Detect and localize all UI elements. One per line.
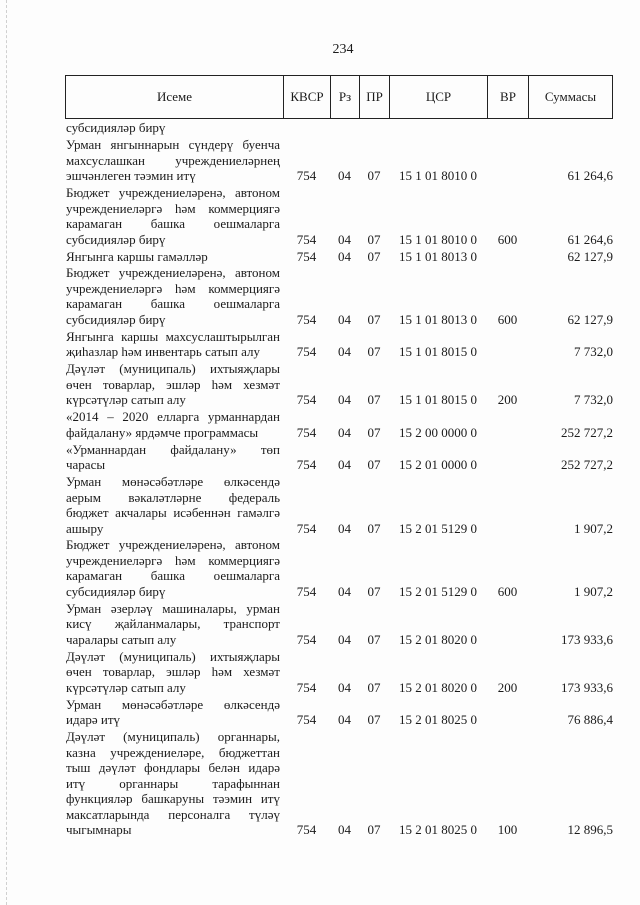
row-rz-cell: 04 <box>338 424 351 440</box>
row-name-cell <box>65 537 283 599</box>
row-name-line: аерым вәкаләтләрне федераль <box>66 489 280 505</box>
row-pr-cell: 07 <box>367 392 381 408</box>
table-row <box>65 185 613 247</box>
row-csr-cell: 15 1 01 8015 0 <box>399 344 477 360</box>
row-name-cell <box>65 601 283 648</box>
row-kvsr-cell: 754 <box>296 822 317 838</box>
row-name-cell <box>65 265 283 327</box>
row-name-line: учреждениеләргә һәм коммерциягә <box>66 552 280 568</box>
row-name-line: карамаган башка оешмаларга <box>66 568 280 584</box>
row-rz-cell: 04 <box>338 311 351 327</box>
row-rz-cell: 04 <box>338 712 351 728</box>
row-sum-cell: 61 264,6 <box>567 231 613 247</box>
row-name-line: Урман янгыннарын сүндерү буенча <box>66 137 280 153</box>
row-csr-cell: 15 2 01 8025 0 <box>399 712 477 728</box>
row-pr-cell: 07 <box>367 712 381 728</box>
row-kvsr-cell: 754 <box>296 457 317 473</box>
row-name-line: күрсәтүләр сатып алу <box>66 679 186 695</box>
row-name-cell <box>65 120 283 136</box>
page-number: 234 <box>332 42 354 57</box>
header-sum-cell: Суммасы <box>528 76 612 118</box>
header-name-cell: Исеме <box>156 89 193 104</box>
row-kvsr-cell: 754 <box>296 583 317 599</box>
row-name-line: Дәүләт (муниципаль) ихтыяҗлары <box>66 361 280 377</box>
row-name-cell <box>65 185 283 247</box>
row-sum-cell: 173 933,6 <box>561 679 613 695</box>
row-rz-cell: 04 <box>338 631 351 647</box>
table-row <box>65 601 613 648</box>
row-name-cell <box>65 649 283 696</box>
row-name-cell <box>65 137 283 184</box>
table-row <box>65 729 613 838</box>
row-name-cell <box>65 729 283 838</box>
row-name-line: чаралары сатып алу <box>66 631 177 647</box>
row-pr-cell: 07 <box>367 231 381 247</box>
row-name-cell <box>65 361 283 408</box>
row-rz-cell: 04 <box>338 583 351 599</box>
row-csr-cell: 15 2 01 8020 0 <box>399 679 477 695</box>
row-csr-cell: 15 1 01 8010 0 <box>399 168 477 184</box>
row-name-line: Урман мөнәсәбәтләре өлкәсендә <box>66 474 280 490</box>
row-name-cell <box>65 442 283 473</box>
row-name-line: карамаган башка оешмаларга <box>66 216 280 232</box>
row-kvsr-cell: 754 <box>296 712 317 728</box>
row-rz-cell: 04 <box>338 168 351 184</box>
row-name-line: кисү җайланмалары, транспорт <box>66 616 280 632</box>
row-name-line: җиһазлар һәм инвентарь сатып алу <box>66 344 260 360</box>
header-kvsr-cell: КВСР <box>283 76 330 118</box>
row-name-line: Урман мөнәсәбәтләре өлкәсендә <box>66 696 280 712</box>
row-name-line: бюджет акчалары исәбеннән гамәлгә <box>66 505 280 521</box>
row-rz-cell: 04 <box>338 392 351 408</box>
row-name-cell <box>65 474 283 536</box>
table-row <box>65 442 613 473</box>
row-sum-cell: 7 732,0 <box>574 344 613 360</box>
header-csr-cell: ЦСР <box>389 76 487 118</box>
row-name-line: «Урманнардан файдалану» төп <box>66 441 280 457</box>
row-name-line: субсидияләр бирү <box>66 231 166 247</box>
row-name-line: Янгынга каршы гамәлләр <box>66 248 208 264</box>
table-row <box>65 361 613 408</box>
row-pr-cell: 07 <box>367 583 381 599</box>
row-csr-cell: 15 2 01 5129 0 <box>399 520 477 536</box>
row-csr-cell: 15 2 01 8020 0 <box>399 631 477 647</box>
row-sum-cell: 76 886,4 <box>567 712 613 728</box>
row-name-line: күрсәтүләр сатып алу <box>66 392 186 408</box>
row-pr-cell: 07 <box>367 311 381 327</box>
table-header <box>65 75 613 119</box>
row-name-line: Бюджет учреждениеләренә, автоном <box>66 185 280 201</box>
row-rz-cell: 04 <box>338 520 351 536</box>
table-row <box>65 120 613 136</box>
row-name-line: учреждениеләргә һәм коммерциягә <box>66 280 280 296</box>
header-pr-cell: ПР <box>359 76 389 118</box>
row-name-line: чыгымнары <box>66 822 132 838</box>
row-name-line: өчен товарлар, эшләр һәм хезмәт <box>66 376 280 392</box>
row-sum-cell: 12 896,5 <box>567 822 613 838</box>
row-kvsr-cell: 754 <box>296 248 317 264</box>
row-sum-cell: 252 727,2 <box>561 457 613 473</box>
row-csr-cell: 15 2 01 8025 0 <box>399 822 477 838</box>
row-sum-cell: 173 933,6 <box>561 631 613 647</box>
row-csr-cell: 15 1 01 8015 0 <box>399 392 477 408</box>
table-row <box>65 474 613 536</box>
row-rz-cell: 04 <box>338 679 351 695</box>
table-row <box>65 137 613 184</box>
row-pr-cell: 07 <box>367 344 381 360</box>
row-name-line: тыш дәүләт фондлары белән идарә <box>66 760 280 776</box>
row-name-line: итү органнары тарафыннан <box>66 775 280 791</box>
row-sum-cell: 62 127,9 <box>567 311 613 327</box>
table-row <box>65 265 613 327</box>
row-sum-cell: 1 907,2 <box>574 520 613 536</box>
row-name-line: Янгынга каршы махсуслаштырылган <box>66 328 280 344</box>
row-name-line: «2014 – 2020 елларга урманнардан <box>66 409 280 425</box>
row-sum-cell: 61 264,6 <box>567 168 613 184</box>
row-pr-cell: 07 <box>367 168 381 184</box>
row-vr-cell: 100 <box>497 822 518 838</box>
table-row <box>65 697 613 728</box>
row-name-line: файдалану» ярдәмче программасы <box>66 424 259 440</box>
row-rz-cell: 04 <box>338 248 351 264</box>
row-name-line: казна учреждениеләре, бюджеттан <box>66 744 280 760</box>
row-pr-cell: 07 <box>367 822 381 838</box>
row-vr-cell: 200 <box>497 679 518 695</box>
row-name-line: ашыру <box>66 520 104 536</box>
header-rz-cell: Рз <box>330 76 359 118</box>
row-name-line: эшчәнлеген тәэмин итү <box>66 168 196 184</box>
row-rz-cell: 04 <box>338 344 351 360</box>
row-kvsr-cell: 754 <box>296 231 317 247</box>
row-name-line: Бюджет учреждениеләренә, автоном <box>66 537 280 553</box>
row-name-line: өчен товарлар, эшләр һәм хезмәт <box>66 664 280 680</box>
row-name-line: чарасы <box>66 457 106 473</box>
row-csr-cell: 15 1 01 8013 0 <box>399 248 477 264</box>
row-kvsr-cell: 754 <box>296 520 317 536</box>
row-csr-cell: 15 2 00 0000 0 <box>399 424 477 440</box>
row-name-line: идарә итү <box>66 712 120 728</box>
header-vr-cell: ВР <box>487 76 528 118</box>
row-vr-cell: 600 <box>497 583 518 599</box>
row-name-line: учреждениеләргә һәм коммерциягә <box>66 200 280 216</box>
row-kvsr-cell: 754 <box>296 679 317 695</box>
row-sum-cell: 62 127,9 <box>567 248 613 264</box>
row-name-line: Дәүләт (муниципаль) органнары, <box>66 729 280 745</box>
row-kvsr-cell: 754 <box>296 344 317 360</box>
row-pr-cell: 07 <box>367 424 381 440</box>
row-name-line: субсидияләр бирү <box>66 583 166 599</box>
row-csr-cell: 15 2 01 5129 0 <box>399 583 477 599</box>
row-sum-cell: 7 732,0 <box>574 392 613 408</box>
row-pr-cell: 07 <box>367 457 381 473</box>
table-row <box>65 329 613 360</box>
row-name-line: Дәүләт (муниципаль) ихтыяҗлары <box>66 648 280 664</box>
row-name-cell <box>65 249 283 265</box>
row-vr-cell: 200 <box>497 392 518 408</box>
row-name-line: Бюджет учреждениеләренә, автоном <box>66 265 280 281</box>
scan-margin-line <box>6 0 7 905</box>
row-rz-cell: 04 <box>338 822 351 838</box>
row-csr-cell: 15 1 01 8010 0 <box>399 231 477 247</box>
row-kvsr-cell: 754 <box>296 424 317 440</box>
row-csr-cell: 15 2 01 0000 0 <box>399 457 477 473</box>
row-name-line: махсуслашкан учреждениеләрнең <box>66 152 280 168</box>
table-row <box>65 537 613 599</box>
row-name-line: субсидияләр бирү <box>66 120 166 136</box>
table-row <box>65 649 613 696</box>
row-pr-cell: 07 <box>367 520 381 536</box>
row-name-line: Урман әзерләү машиналары, урман <box>66 600 280 616</box>
row-pr-cell: 07 <box>367 248 381 264</box>
row-csr-cell: 15 1 01 8013 0 <box>399 311 477 327</box>
row-name-line: карамаган башка оешмаларга <box>66 296 280 312</box>
row-kvsr-cell: 754 <box>296 311 317 327</box>
row-name-cell <box>65 697 283 728</box>
row-pr-cell: 07 <box>367 679 381 695</box>
row-name-cell <box>65 329 283 360</box>
row-kvsr-cell: 754 <box>296 631 317 647</box>
row-vr-cell: 600 <box>497 311 518 327</box>
row-name-line: функцияләр башкаруны тәэмин итү <box>66 791 280 807</box>
row-rz-cell: 04 <box>338 457 351 473</box>
row-kvsr-cell: 754 <box>296 168 317 184</box>
row-pr-cell: 07 <box>367 631 381 647</box>
row-name-cell <box>65 409 283 440</box>
row-name-line: субсидияләр бирү <box>66 311 166 327</box>
row-vr-cell: 600 <box>497 231 518 247</box>
table-row <box>65 409 613 440</box>
table-row <box>65 249 613 265</box>
table-body <box>65 119 613 839</box>
row-sum-cell: 1 907,2 <box>574 583 613 599</box>
row-sum-cell: 252 727,2 <box>561 424 613 440</box>
row-kvsr-cell: 754 <box>296 392 317 408</box>
row-rz-cell: 04 <box>338 231 351 247</box>
row-name-line: максатларында персоналга түләү <box>66 806 280 822</box>
